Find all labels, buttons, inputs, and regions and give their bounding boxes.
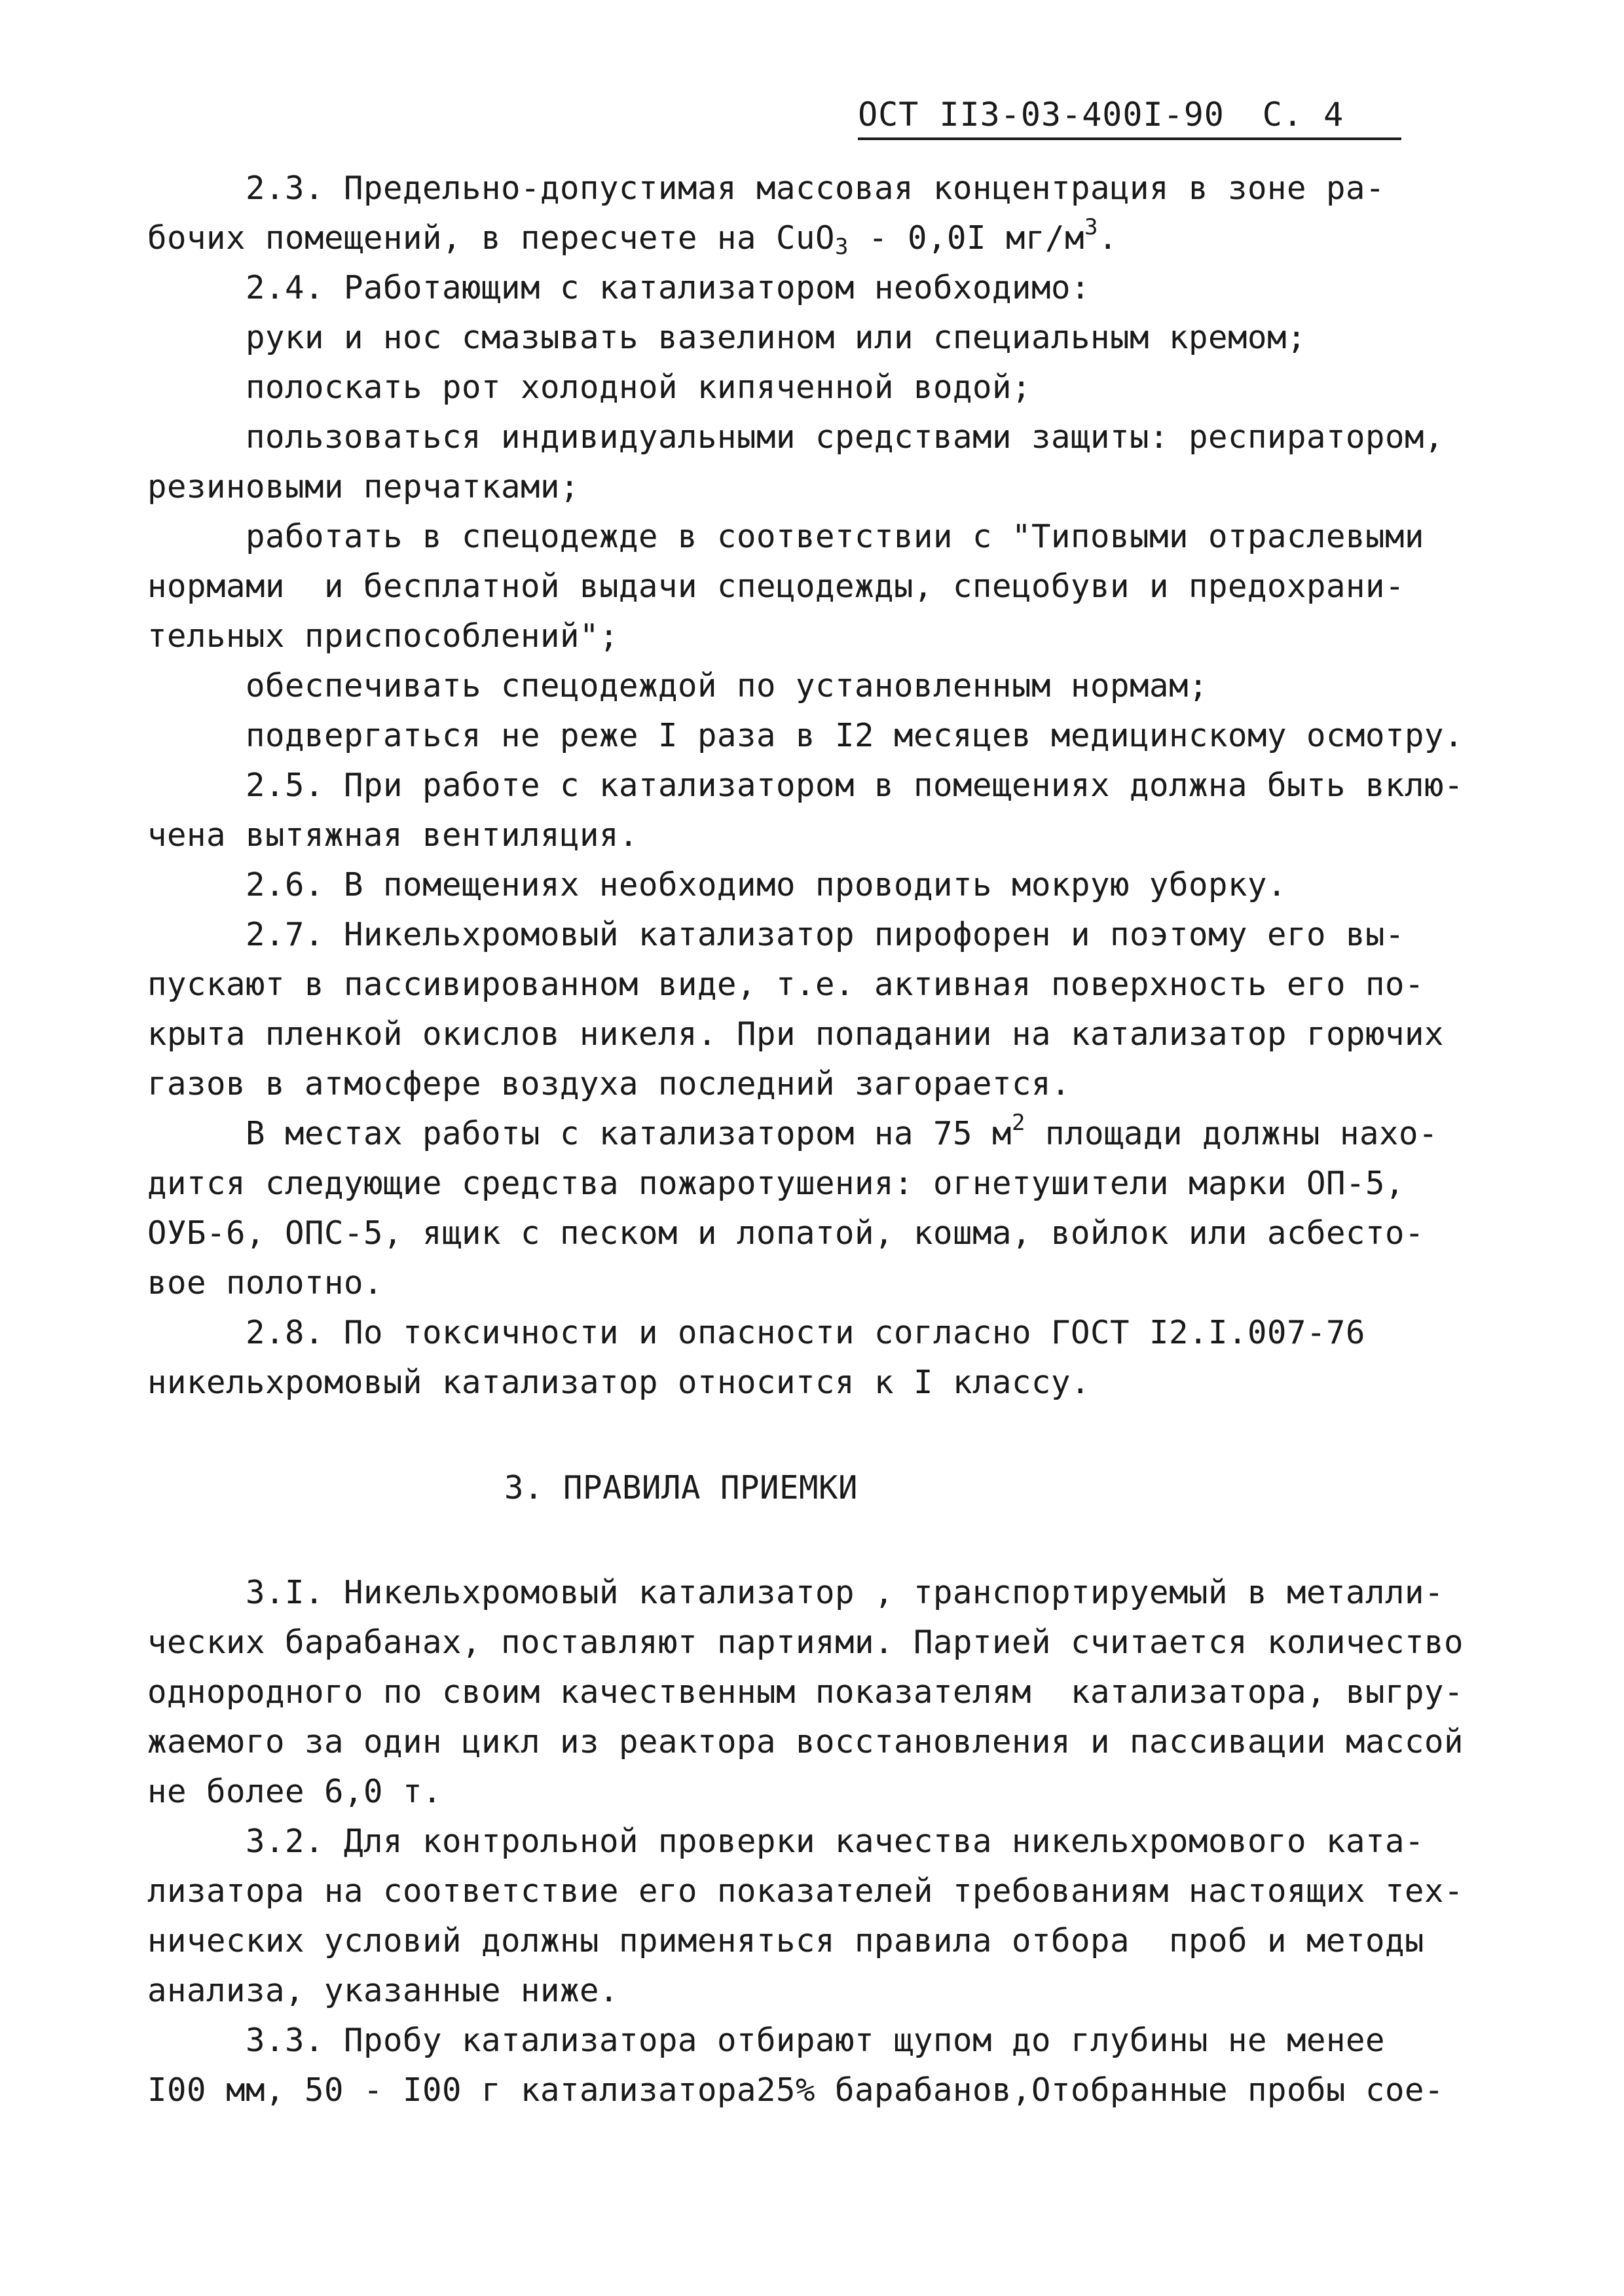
page-header	[858, 92, 1401, 140]
section-heading: 3. ПРАВИЛА ПРИЕМКИ	[504, 1469, 858, 1506]
text-line: 3.2. Для контрольной проверки качества никельхромового ката-	[246, 1823, 1425, 1860]
text-line: не более 6,0 т.	[147, 1773, 443, 1810]
text-line: нических условий должны применяться правила отбора проб и методы	[147, 1922, 1425, 1959]
text-line: нормами и бесплатной выдачи спецодежды, спецобуви и предохрани-	[147, 568, 1405, 605]
text-line: пускают в пассивированном виде, т.е. активная поверхность его по-	[147, 966, 1425, 1003]
document-number: ОСТ II3-03-400I-90	[858, 96, 1225, 134]
text-line: 3.3. Пробу катализатора отбирают щупом до глубины не менее	[246, 2022, 1386, 2059]
text-line: резиновыми перчатками;	[147, 468, 580, 505]
text-line: I00 мм, 50 - I00 г катализатора25% барабанов,Отобранные пробы сое-	[147, 2071, 1445, 2109]
text-line: 2.3. Предельно-допустимая массовая концентрация в зоне ра-	[246, 170, 1386, 207]
text-line: газов в атмосфере воздуха последний загорается.	[147, 1065, 1071, 1102]
text-line: дится следующие средства пожаротушения: огнетушители марки ОП-5,	[147, 1165, 1405, 1202]
page-number: С. 4	[1262, 96, 1344, 134]
text-line: В местах работы с катализатором на 75 $м^2$ площади должны нахо-	[246, 1110, 1439, 1152]
text-line: ческих барабанах, поставляют партиями. Партией считается количество	[147, 1624, 1464, 1661]
text-line: руки и нос смазывать вазелином или специальным кремом;	[246, 319, 1307, 356]
text-line: 3.I. Никельхромовый катализатор , транспортируемый в металли-	[246, 1574, 1445, 1611]
text-line: 2.6. В помещениях необходимо проводить мокрую уборку.	[246, 866, 1287, 903]
text-line: ОУБ-6, ОПС-5, ящик с песком и лопатой, кошма, войлок или асбесто-	[147, 1214, 1425, 1252]
text-line: чена вытяжная вентиляция.	[147, 816, 639, 854]
text-line: никельхромовый катализатор относится к I классу.	[147, 1364, 1091, 1401]
text-line: 2.5. При работе с катализатором в помещениях должна быть вклю-	[246, 767, 1464, 804]
text-line: жаемого за один цикл из реактора восстановления и пассивации массой	[147, 1723, 1464, 1760]
text-line: тельных приспособлений";	[147, 617, 619, 655]
text-line: лизатора на соответствие его показателей требованиям настоящих тех-	[147, 1872, 1464, 1910]
text-line: 2.4. Работающим с катализатором необходимо:	[246, 269, 1091, 306]
text-line: бочих помещений, в пересчете на СuO$_3$ - 0,0I $мг/м^3$.	[147, 214, 1118, 260]
text-line: пользоваться индивидуальными средствами защиты: респиратором,	[246, 418, 1445, 456]
text-line: работать в спецодежде в соответствии с "Типовыми отраслевыми	[246, 518, 1425, 555]
text-line: 2.7. Никельхромовый катализатор пирофорен и поэтому его вы-	[246, 916, 1405, 953]
text-line: вое полотно.	[147, 1264, 384, 1302]
text-line: обеспечивать спецодеждой по установленным нормам;	[246, 667, 1209, 704]
text-line: 2.8. По токсичности и опасности согласно ГОСТ I2.I.007-76	[246, 1314, 1366, 1351]
text-line: полоскать рот холодной кипяченной водой;	[246, 369, 1032, 406]
text-line: крыта пленкой окислов никеля. При попадании на катализатор горючих	[147, 1015, 1445, 1053]
text-line: подвергаться не реже I раза в I2 месяцев медицинскому осмотру.	[246, 717, 1464, 754]
text-line: анализа, указанные ниже.	[147, 1972, 619, 2009]
text-line: однородного по своим качественным показателям катализатора, выгру-	[147, 1673, 1464, 1711]
